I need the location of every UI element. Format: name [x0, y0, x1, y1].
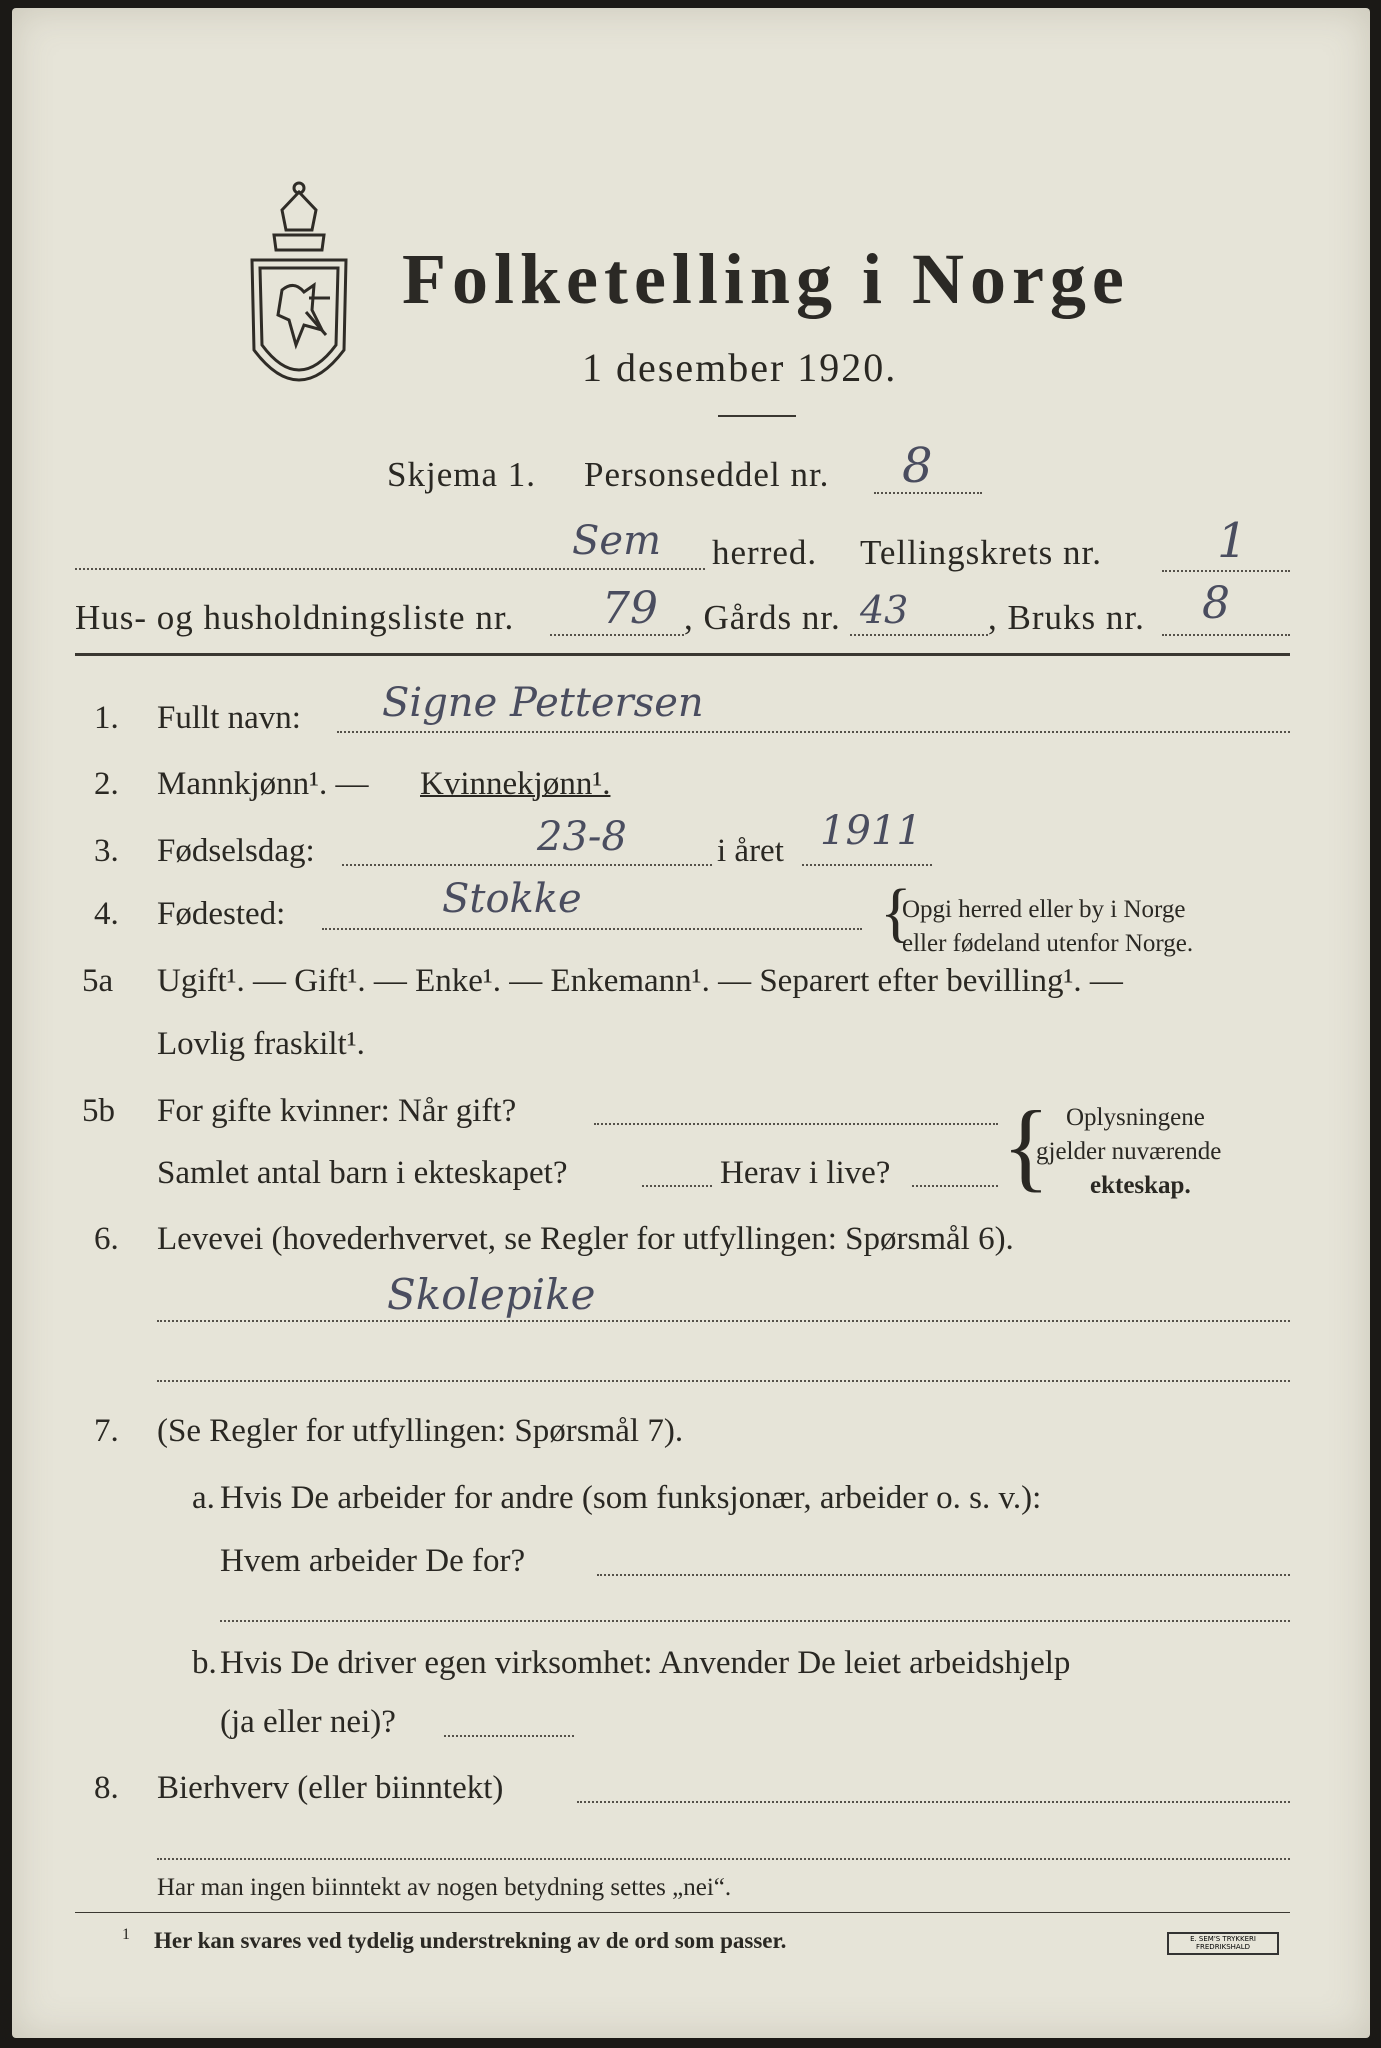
- q8-field-line-1: [577, 1801, 1290, 1803]
- q5a-number: 5a: [82, 963, 114, 999]
- form-title: Folketelling i Norge: [402, 239, 1130, 319]
- q6-field-line-2: [157, 1380, 1290, 1382]
- q2-number: 2.: [94, 766, 119, 802]
- q5b-note-line2: gjelder nuværende: [1036, 1138, 1222, 1165]
- census-form-sheet: [12, 8, 1370, 2038]
- title-divider: [718, 415, 796, 417]
- hus-field-line: [550, 634, 684, 636]
- q7b-line1: Hvis De driver egen virksomhet: Anvender De leiet arbeidshjelp: [220, 1645, 1071, 1681]
- printer-stamp: E. SEM'S TRYKKERI FREDRIKSHALD: [1167, 1932, 1279, 1955]
- q7-label: (Se Regler for utfyllingen: Spørsmål 7).: [157, 1413, 684, 1449]
- skjema-label: Skjema 1.: [387, 455, 536, 494]
- herred-label: herred.: [712, 533, 818, 572]
- q7-number: 7.: [94, 1413, 119, 1449]
- q3-birthday-value[interactable]: 23-8: [537, 814, 627, 860]
- q2-mannkjonn-option[interactable]: Mannkjønn¹. —: [157, 766, 369, 802]
- q6-occupation-value[interactable]: Skolepike: [387, 1270, 596, 1319]
- q7a-letter: a.: [192, 1480, 215, 1516]
- q5b-note-line1: Oplysningene: [1066, 1104, 1205, 1131]
- q5b-married-label: For gifte kvinner: Når gift?: [157, 1093, 517, 1129]
- header-divider: [75, 653, 1290, 656]
- q1-field-line: [337, 731, 1290, 733]
- q5b-married-field-line: [594, 1123, 998, 1125]
- tellingskrets-value[interactable]: 1: [1217, 513, 1248, 569]
- q3-label: Fødselsdag:: [157, 833, 315, 869]
- q4-label: Fødested:: [157, 896, 286, 932]
- q7b-line2: (ja eller nei)?: [220, 1704, 396, 1740]
- q3-year-label: i året: [717, 833, 784, 869]
- census-date: 1 desember 1920.: [582, 345, 898, 390]
- q6-label: Levevei (hovederhvervet, se Regler for utfyllingen: Spørsmål 6).: [157, 1221, 1014, 1257]
- footnote-mark: 1: [122, 1926, 130, 1943]
- q1-full-name-value[interactable]: Signe Pettersen: [382, 680, 704, 726]
- gards-label: , Gårds nr.: [684, 598, 841, 637]
- q7a-field-line-2: [220, 1620, 1290, 1622]
- gards-value[interactable]: 43: [860, 588, 909, 632]
- q7b-field-line: [444, 1735, 574, 1737]
- footnote-text: Her kan svares ved tydelig understrekning av de ord som passer.: [154, 1928, 787, 1953]
- q5b-note-line3: ekteskap.: [1090, 1172, 1191, 1199]
- bruks-field-line: [1162, 634, 1290, 636]
- bruks-label: , Bruks nr.: [988, 598, 1145, 637]
- q7a-line1: Hvis De arbeider for andre (som funksjonær, arbeider o. s. v.):: [220, 1480, 1042, 1516]
- tellingskrets-label: Tellingskrets nr.: [860, 533, 1103, 572]
- q7a-field-line-1: [597, 1574, 1290, 1576]
- q5b-note-brace: {: [1002, 1090, 1050, 1201]
- personseddel-label: Personseddel nr.: [584, 455, 830, 494]
- q5a-options-line2[interactable]: Lovlig fraskilt¹.: [157, 1026, 365, 1062]
- q7a-line2: Hvem arbeider De for?: [220, 1543, 526, 1579]
- q8-field-line-2: [157, 1858, 1290, 1860]
- q4-note-brace: {: [880, 876, 912, 949]
- q4-note-line2: eller fødeland utenfor Norge.: [902, 930, 1194, 957]
- q7b-letter: b.: [192, 1645, 217, 1681]
- q6-field-line-1: [157, 1320, 1290, 1322]
- bruks-value[interactable]: 8: [1202, 578, 1230, 629]
- q5b-alive-label: Herav i live?: [720, 1155, 891, 1191]
- herred-value[interactable]: Sem: [572, 518, 662, 564]
- q1-number: 1.: [94, 700, 119, 736]
- q3-field-line: [342, 864, 712, 866]
- q8-number: 8.: [94, 1770, 119, 1806]
- q1-label: Fullt navn:: [157, 700, 301, 736]
- q8-label: Bierhverv (eller biinntekt): [157, 1770, 504, 1806]
- herred-field-line: [75, 568, 705, 570]
- q5a-options-line1[interactable]: Ugift¹. — Gift¹. — Enke¹. — Enkemann¹. — Separert efter bevilling¹. —: [157, 963, 1123, 999]
- q4-number: 4.: [94, 896, 119, 932]
- biinntekt-note: Har man ingen biinntekt av nogen betydning settes „nei“.: [157, 1874, 732, 1901]
- q5b-children-field-line: [642, 1185, 712, 1187]
- q5b-alive-field-line: [912, 1185, 998, 1187]
- q3-year-field-line: [802, 864, 932, 866]
- q5b-number: 5b: [82, 1093, 115, 1129]
- coat-of-arms-emblem: [234, 180, 364, 410]
- q2-kvinnekjonn-option[interactable]: Kvinnekjønn¹.: [420, 766, 611, 802]
- hus-value[interactable]: 79: [602, 583, 658, 634]
- hus-label: Hus- og husholdningsliste nr.: [75, 598, 515, 637]
- q3-number: 3.: [94, 833, 119, 869]
- personseddel-value[interactable]: 8: [902, 438, 933, 494]
- q4-field-line: [322, 928, 862, 930]
- footer-divider: [75, 1912, 1290, 1913]
- q4-birthplace-value[interactable]: Stokke: [442, 876, 582, 922]
- q3-year-value[interactable]: 1911: [820, 808, 922, 854]
- q5b-children-label: Samlet antal barn i ekteskapet?: [157, 1155, 568, 1191]
- tellingskrets-field-line: [1162, 570, 1290, 572]
- q4-note-line1: Opgi herred eller by i Norge: [902, 896, 1186, 923]
- q6-number: 6.: [94, 1221, 119, 1257]
- gards-field-line: [850, 634, 988, 636]
